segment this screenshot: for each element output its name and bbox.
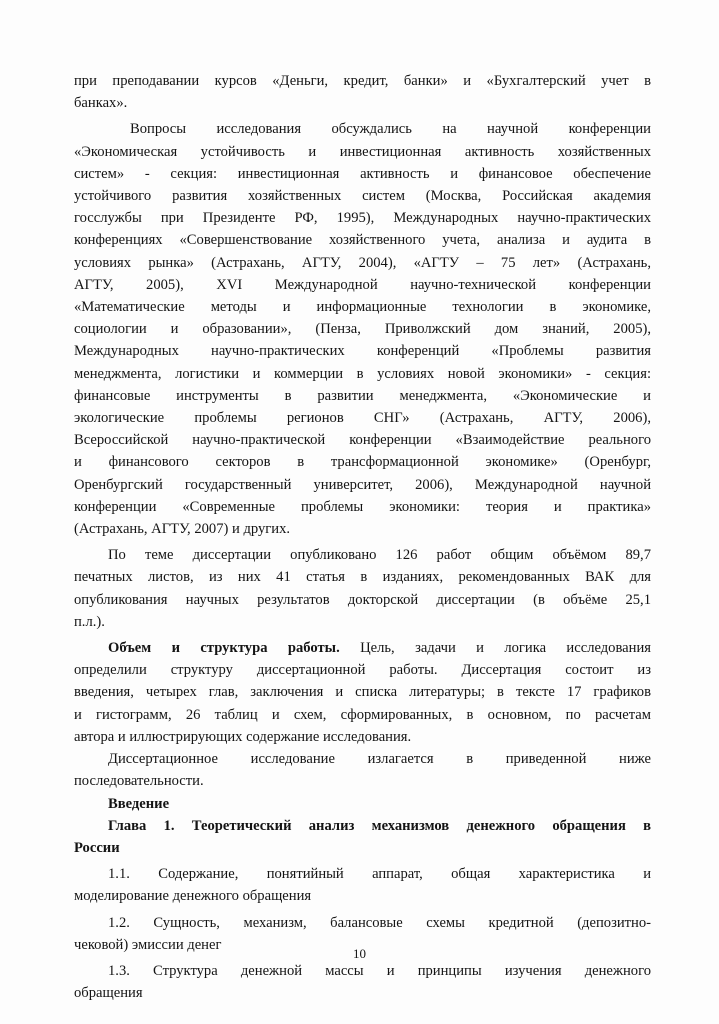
text-line: систем» - секция: инвестиционная активность и финансовое обеспечение — [74, 165, 651, 182]
text-line: определили структуру диссертационной работы. Диссертация состоит из — [74, 662, 651, 679]
text-line: Всероссийской научно-практической конференции «Взаимодействие реального — [74, 432, 651, 449]
text-line: печатных листов, из них 41 статья в изданиях, рекомендованных ВАК для — [74, 569, 651, 586]
text-line: обращения — [74, 985, 143, 1002]
text-line: устойчивого развития хозяйственных систем (Москва, Российская академия — [74, 188, 651, 205]
text-line: 1.2. Сущность, механизм, балансовые схемы кредитной (депозитно- — [108, 914, 651, 931]
text-line: условиях рынка» (Астрахань, АГТУ, 2004), «АГТУ – 75 лет» (Астрахань, — [74, 254, 651, 271]
toc-section-1-3 — [74, 960, 651, 1004]
text-line: По теме диссертации опубликовано 126 работ общим объёмом 89,7 — [108, 547, 651, 564]
text-line: банках». — [74, 95, 128, 112]
text-line: чековой) эмиссии денег — [74, 936, 222, 953]
text-line: экологические проблемы регионов СНГ» (Астрахань, АГТУ, 2006), — [74, 410, 651, 427]
paragraph-publications — [74, 544, 651, 633]
text-line: конференциях «Совершенствование хозяйственного учета, анализа и аудита в — [74, 232, 651, 249]
page-number: 10 — [353, 946, 366, 961]
text-line: моделирование денежного обращения — [74, 888, 312, 905]
text-line: социологии и образовании», (Пенза, Приволжский дом знаний, 2005), — [74, 321, 651, 338]
text-line: АГТУ, 2005), XVI Международной научно-технической конференции — [74, 276, 651, 293]
text-line: и финансового секторов в трансформационной экономике» (Оренбург, — [74, 454, 651, 471]
text-line: п.л.). — [74, 613, 105, 630]
text-line: менеджмента, логистики и коммерции в условиях новой экономики» - секция: — [74, 365, 651, 382]
chapter-heading: России — [74, 839, 120, 856]
toc-chapter-1 — [74, 815, 651, 859]
page-content — [74, 70, 651, 1004]
text-line: финансовые инструменты в развитии менеджмента, «Экономические и — [74, 387, 651, 404]
structure-heading: Объем и структура работы. — [108, 640, 340, 657]
text-line: автора и иллюстрирующих содержание исследования. — [74, 728, 412, 745]
text-line: при преподавании курсов «Деньги, кредит, банки» и «Бухгалтерский учет в — [74, 73, 651, 89]
text-line: Международных научно-практических конференций «Проблемы развития — [74, 343, 651, 360]
text-line: «Экономическая устойчивость и инвестиционная активность хозяйственных — [74, 143, 651, 160]
text-line: опубликования научных результатов докторской диссертации (в объёме 25,1 — [74, 591, 651, 608]
text-line: 1.3. Структура денежной массы и принципы изучения денежного — [108, 962, 651, 979]
text-line: госслужбы при Президенте РФ, 1995), Международных научно-практических — [74, 210, 651, 227]
text-line: Вопросы исследования обсуждались на научной конференции — [130, 121, 651, 138]
text-line — [74, 637, 651, 659]
text-line: Оренбургский государственный университет, 2006), Международной научной — [74, 476, 651, 493]
paragraph-sequence — [74, 748, 651, 792]
introduction-heading: Введение — [108, 795, 170, 812]
toc-introduction — [74, 793, 651, 815]
chapter-heading: Глава 1. Теоретический анализ механизмов денежного обращения в — [108, 817, 651, 834]
text-line: 1.1. Содержание, понятийный аппарат, общая характеристика и — [108, 866, 651, 883]
paragraph-conferences — [74, 118, 651, 540]
text-line: (Астрахань, АГТУ, 2007) и других. — [74, 521, 291, 538]
text-line: конференции «Современные проблемы экономики: теория и практика» — [74, 498, 651, 515]
text-line: введения, четырех глав, заключения и списка литературы; в тексте 17 графиков — [74, 684, 651, 701]
text-run: Цель, задачи и логика исследования — [339, 640, 651, 657]
paragraph-teaching-courses — [74, 70, 651, 114]
text-line: и гистограмм, 26 таблиц и схем, сформированных, в основном, по расчетам — [74, 706, 651, 723]
text-line: «Математические методы и информационные технологии в экономике, — [74, 299, 651, 316]
text-line: Диссертационное исследование излагается в приведенной ниже — [108, 751, 651, 768]
toc-section-1-1 — [74, 863, 651, 907]
text-line: последовательности. — [74, 773, 204, 790]
paragraph-structure — [74, 637, 651, 748]
